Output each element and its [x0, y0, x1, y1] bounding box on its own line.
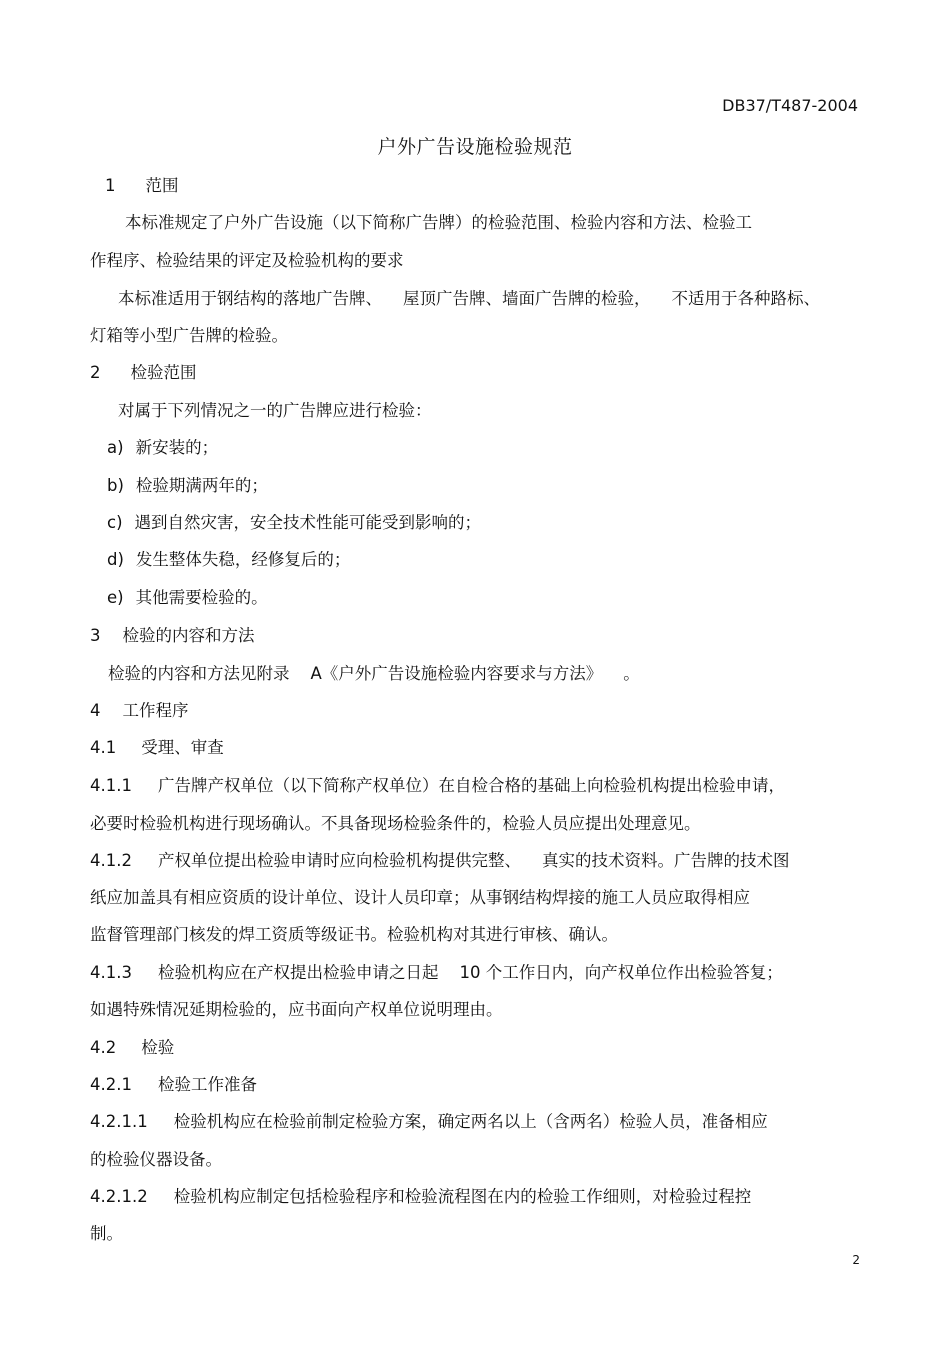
paragraph-line: 监督管理部门核发的焊工资质等级证书。检验机构对其进行审核、确认。: [90, 925, 618, 944]
clause-number: 4.2.1.1: [90, 1112, 148, 1131]
clause-text: 产权单位提出检验申请时应向检验机构提供完整、 真实的技术资料。广告牌的技术图: [157, 851, 790, 870]
paragraph-line: 对属于下列情况之一的广告牌应进行检验：: [118, 401, 432, 420]
section-number: 3: [90, 626, 101, 645]
list-marker: b): [107, 476, 124, 495]
document-code: DB37/T487-2004: [722, 96, 858, 115]
clause-text: 检验机构应在检验前制定检验方案，确定两名以上（含两名）检验人员，准备相应: [173, 1112, 768, 1131]
paragraph-line: 灯箱等小型广告牌的检验。: [90, 326, 288, 345]
list-item: [107, 588, 268, 608]
clause-number: 4.2.1: [90, 1075, 132, 1094]
paragraph-line: 纸应加盖具有相应资质的设计单位、设计人员印章；从事钢结构焊接的施工人员应取得相应: [90, 888, 750, 907]
list-marker: e): [107, 588, 124, 607]
clause-line: [90, 776, 785, 796]
paragraph-line: 如遇特殊情况延期检验的，应书面向产权单位说明理由。: [90, 1000, 503, 1019]
list-text: 新安装的；: [135, 438, 219, 457]
list-marker: d): [107, 550, 124, 569]
subsection-heading: [90, 738, 224, 758]
paragraph-line: 的检验仪器设备。: [90, 1150, 222, 1169]
section-title: 检验: [141, 1038, 175, 1057]
section-4-heading: [90, 701, 189, 721]
list-text: 其他需要检验的。: [135, 588, 268, 607]
paragraph-line: 本标准规定了户外广告设施（以下简称广告牌）的检验范围、检验内容和方法、检验工: [125, 213, 752, 232]
list-text: 发生整体失稳，经修复后的；: [135, 550, 351, 569]
list-marker: a): [107, 438, 124, 457]
clause-line: [90, 1187, 751, 1207]
section-number: 2: [90, 363, 101, 382]
clause-text: 检验机构应制定包括检验程序和检验流程图在内的检验工作细则，对检验过程控: [173, 1187, 752, 1206]
paragraph-line: 制。: [90, 1224, 123, 1243]
list-item: [107, 513, 481, 533]
clause-number: 4.1.3: [90, 963, 132, 982]
clause-line: [90, 1112, 768, 1132]
list-item: [107, 476, 268, 496]
section-number: 4.2: [90, 1038, 117, 1057]
list-text: 遇到自然灾害，安全技术性能可能受到影响的；: [134, 513, 482, 532]
clause-line: [90, 1075, 257, 1095]
clause-text: 广告牌产权单位（以下简称产权单位）在自检合格的基础上向检验机构提出检验申请，: [157, 776, 785, 795]
section-title: 范围: [145, 176, 179, 195]
section-number: 1: [105, 176, 116, 195]
list-text: 检验期满两年的；: [135, 476, 268, 495]
clause-number: 4.1.2: [90, 851, 132, 870]
clause-line: [90, 851, 789, 871]
clause-text: 检验机构应在产权提出检验申请之日起 10 个工作日内，向产权单位作出检验答复；: [157, 963, 783, 982]
document-title: 户外广告设施检验规范: [377, 136, 573, 158]
section-2-heading: [90, 363, 197, 383]
list-marker: c): [107, 513, 123, 532]
section-1-heading: [105, 176, 179, 196]
paragraph-line: 检验的内容和方法见附录 A《户外广告设施检验内容要求与方法》 。: [108, 664, 640, 683]
clause-number: 4.1.1: [90, 776, 132, 795]
paragraph-line: 作程序、检验结果的评定及检验机构的要求: [90, 251, 404, 270]
list-item: [107, 438, 218, 458]
list-item: [107, 550, 350, 570]
paragraph-line: 本标准适用于钢结构的落地广告牌、 屋顶广告牌、墙面广告牌的检验， 不适用于各种路标、: [118, 289, 820, 308]
section-title: 检验的内容和方法: [122, 626, 255, 645]
section-number: 4: [90, 701, 101, 720]
subsection-heading: [90, 1038, 174, 1058]
page-number: 2: [852, 1253, 860, 1267]
clause-number: 4.2.1.2: [90, 1187, 148, 1206]
paragraph-line: 必要时检验机构进行现场确认。不具备现场检验条件的，检验人员应提出处理意见。: [90, 814, 701, 833]
clause-text: 检验工作准备: [157, 1075, 257, 1094]
section-title: 受理、审查: [141, 738, 224, 757]
section-title: 工作程序: [122, 701, 189, 720]
section-title: 检验范围: [130, 363, 197, 382]
section-number: 4.1: [90, 738, 117, 757]
section-3-heading: [90, 626, 255, 646]
clause-line: [90, 963, 783, 983]
